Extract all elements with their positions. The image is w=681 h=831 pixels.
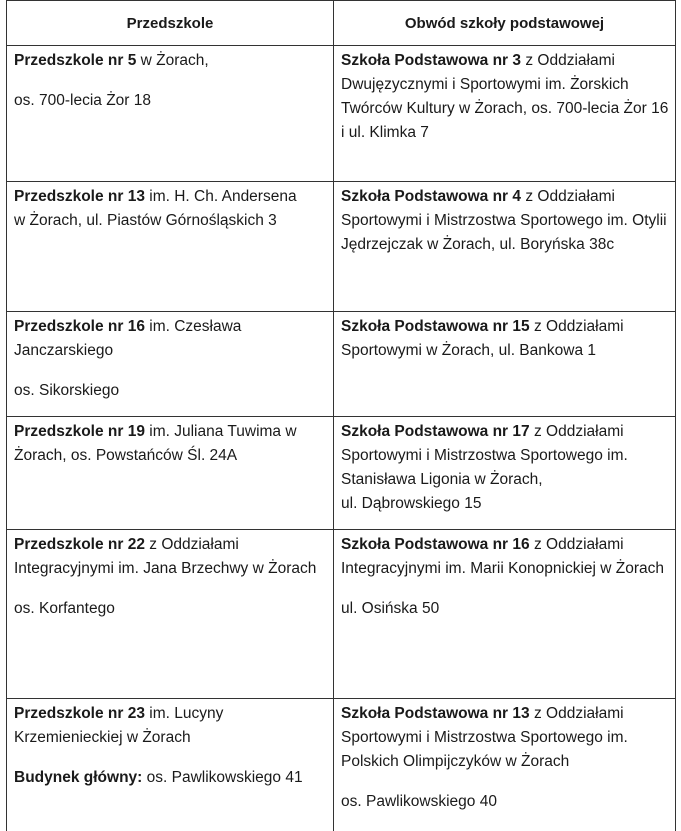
- cell-text: im. Lucyny Krzemienieckiej w Żorach: [14, 705, 224, 746]
- cell-text: os. Sikorskiego: [14, 382, 120, 399]
- school-district-cell: [334, 530, 676, 699]
- header-school-district: Obwód szkoły podstawowej: [334, 1, 676, 46]
- cell-text: os. Pawlikowskiego 41: [142, 769, 303, 786]
- bold-label: Przedszkole nr 5: [14, 52, 137, 69]
- bold-label: Przedszkole nr 16: [14, 318, 145, 335]
- kindergarten-cell: [7, 699, 334, 831]
- cell-paragraph: [14, 766, 327, 790]
- kindergarten-cell: [7, 46, 334, 182]
- cell-paragraph: [341, 597, 669, 621]
- table-row: [7, 530, 676, 699]
- cell-text: w Żorach, ul. Piastów Górnośląskich 3: [14, 212, 277, 229]
- table-row: [7, 182, 676, 312]
- bold-label: Szkoła Podstawowa nr 15: [341, 318, 530, 335]
- cell-paragraph: [341, 420, 669, 492]
- table-row: [7, 312, 676, 417]
- bold-label: Przedszkole nr 22: [14, 536, 145, 553]
- kindergarten-cell: [7, 182, 334, 312]
- kindergarten-school-table: [6, 0, 676, 831]
- cell-paragraph: [14, 315, 327, 363]
- cell-paragraph: [14, 379, 327, 403]
- cell-text: im. Czesława Janczarskiego: [14, 318, 242, 359]
- cell-paragraph: [341, 533, 669, 581]
- bold-label: Przedszkole nr 19: [14, 423, 145, 440]
- cell-paragraph: [341, 492, 669, 516]
- bold-label: Szkoła Podstawowa nr 13: [341, 705, 530, 722]
- kindergarten-cell: [7, 417, 334, 530]
- kindergarten-cell: [7, 312, 334, 417]
- cell-text: z Oddziałami Sportowymi i Mistrzostwa Sportowego im. Stanisława Ligonia w Żorach,: [341, 423, 628, 488]
- cell-paragraph: [14, 185, 327, 209]
- cell-paragraph: [341, 121, 669, 145]
- cell-paragraph: [14, 597, 327, 621]
- cell-text: os. Korfantego: [14, 600, 115, 617]
- cell-paragraph: [14, 49, 327, 73]
- cell-text: i ul. Klimka 7: [341, 124, 429, 141]
- school-district-cell: [334, 46, 676, 182]
- cell-text: z Oddziałami Dwujęzycznymi i Sportowymi im. Żorskich Twórców Kultury w Żorach, os. 700-lecia Żor 16: [341, 52, 669, 117]
- cell-paragraph: [341, 49, 669, 121]
- bold-label: Szkoła Podstawowa nr 16: [341, 536, 530, 553]
- bold-label: Przedszkole nr 13: [14, 188, 145, 205]
- cell-paragraph: [341, 185, 669, 257]
- cell-paragraph: [14, 702, 327, 750]
- cell-paragraph: [341, 790, 669, 814]
- bold-label: Przedszkole nr 23: [14, 705, 145, 722]
- cell-text: os. 700-lecia Żor 18: [14, 92, 151, 109]
- header-row: [7, 1, 676, 46]
- cell-text: z Oddziałami Integracyjnymi im. Jana Brzechwy w Żorach: [14, 536, 317, 577]
- table-row: [7, 417, 676, 530]
- cell-text: z Oddziałami Sportowymi w Żorach, ul. Bankowa 1: [341, 318, 624, 359]
- school-district-cell: [334, 417, 676, 530]
- kindergarten-cell: [7, 530, 334, 699]
- school-district-cell: [334, 699, 676, 831]
- bold-label: Szkoła Podstawowa nr 17: [341, 423, 530, 440]
- cell-text: ul. Dąbrowskiego 15: [341, 495, 482, 512]
- cell-paragraph: [14, 420, 327, 468]
- cell-text: im. Juliana Tuwima w Żorach, os. Powstańców Śl. 24A: [14, 423, 297, 464]
- school-district-cell: [334, 182, 676, 312]
- cell-text: z Oddziałami Sportowymi i Mistrzostwa Sportowego im. Polskich Olimpijczyków w Żorach: [341, 705, 628, 770]
- cell-text: w Żorach,: [136, 52, 209, 69]
- cell-paragraph: [341, 315, 669, 363]
- bold-label: Szkoła Podstawowa nr 4: [341, 188, 522, 205]
- header-kindergarten: Przedszkole: [7, 1, 334, 46]
- bold-label: Szkoła Podstawowa nr 3: [341, 52, 522, 69]
- cell-text: z Oddziałami Integracyjnymi im. Marii Konopnickiej w Żorach: [341, 536, 665, 577]
- cell-text: os. Pawlikowskiego 40: [341, 793, 497, 810]
- cell-text: z Oddziałami Sportowymi i Mistrzostwa Sportowego im. Otylii Jędrzejczak w Żorach, ul. Boryńska 38c: [341, 188, 667, 253]
- bold-label: Budynek główny:: [14, 769, 143, 786]
- cell-text: ul. Osińska 50: [341, 600, 440, 617]
- cell-paragraph: [14, 209, 327, 233]
- cell-paragraph: [14, 89, 327, 113]
- table-row: [7, 699, 676, 831]
- cell-paragraph: [14, 533, 327, 581]
- table-row: [7, 46, 676, 182]
- school-district-cell: [334, 312, 676, 417]
- cell-paragraph: [341, 702, 669, 774]
- cell-text: im. H. Ch. Andersena: [144, 188, 297, 205]
